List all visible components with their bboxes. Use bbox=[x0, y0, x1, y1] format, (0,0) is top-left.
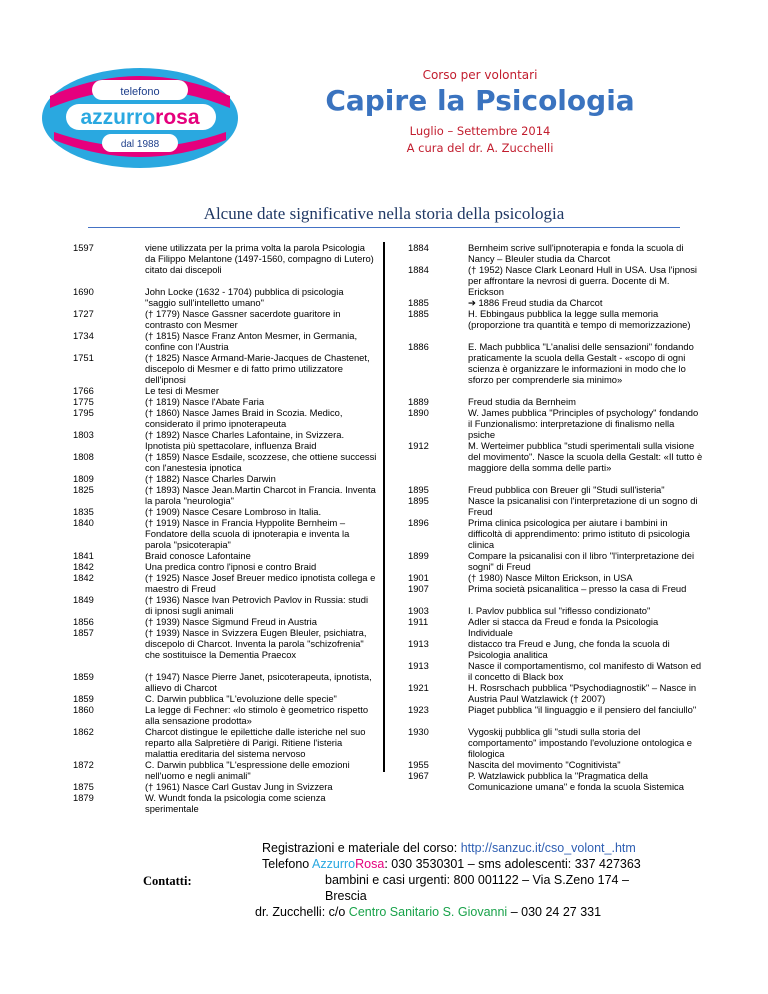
medical-center-name: Centro Sanitario S. Giovanni bbox=[348, 905, 508, 919]
timeline-event: Le tesi di Mesmer bbox=[145, 385, 219, 396]
timeline-event: I. Pavlov pubblica sul "riflesso condizionato" bbox=[468, 605, 651, 616]
timeline-year: 1890 bbox=[408, 407, 429, 418]
timeline-row bbox=[408, 342, 703, 397]
timeline-year: 1886 bbox=[408, 341, 429, 352]
timeline-event: († 1919) Nasce in Francia Hyppolite Bernheim – Fondatore della scuola di ipnoterapia e inventa la parola "psicoterapia" bbox=[145, 517, 350, 550]
timeline-row bbox=[73, 760, 377, 782]
timeline-row bbox=[408, 584, 703, 606]
doctor-prefix: dr. Zucchelli: c/o bbox=[255, 905, 349, 919]
timeline-row bbox=[73, 430, 377, 452]
timeline-event: Piaget pubblica "il linguaggio e il pensiero del fanciullo" bbox=[468, 704, 697, 715]
timeline-event: Vygoskij pubblica gli "studi sulla storia del comportamento" impostando l'evoluzione ontologica e filologica bbox=[468, 726, 693, 759]
timeline-event: Nascita del movimento "Cognitivista" bbox=[468, 759, 621, 770]
timeline-row bbox=[408, 551, 703, 573]
timeline-year: 1955 bbox=[408, 759, 429, 770]
timeline-row bbox=[408, 617, 703, 639]
timeline-event: Adler si stacca da Freud e fonda la Psicologia Individuale bbox=[468, 616, 659, 638]
timeline-row bbox=[73, 408, 377, 430]
timeline-year: 1857 bbox=[73, 627, 94, 638]
logo-line3: dal 1988 bbox=[120, 139, 160, 150]
timeline-year: 1841 bbox=[73, 550, 94, 561]
timeline-year: 1842 bbox=[73, 561, 94, 572]
timeline-event: Compare la psicanalisi con il libro "l'interpretazione dei sogni" di Freud bbox=[468, 550, 695, 572]
timeline-event: († 1909) Nasce Cesare Lombroso in Italia. bbox=[145, 506, 322, 517]
timeline-event: John Locke (1632 - 1704) pubblica di psicologia "saggio sull'intelletto umano" bbox=[145, 286, 344, 308]
timeline-event: Charcot distingue le epilettiche dalle isteriche nel suo reparto alla Salpretière di Parigi. Ritiene l'isteria malattia ereditaria del sistema nervoso bbox=[145, 726, 366, 759]
timeline-left bbox=[73, 243, 377, 815]
urgent-line: bambini e casi urgenti: 800 001122 – Via S.Zeno 174 – bbox=[325, 873, 629, 887]
timeline-event: († 1819) Nasce l'Abate Faria bbox=[145, 396, 265, 407]
telefono-azzurro-rosa-logo bbox=[40, 66, 240, 170]
timeline-row bbox=[73, 727, 377, 760]
course-curator: A cura del dr. A. Zucchelli bbox=[406, 141, 554, 155]
timeline-event: Freud pubblica con Breuer gli "Studi sull'isteria" bbox=[468, 484, 665, 495]
timeline-event: La legge di Fechner: «lo stimolo è geometrico rispetto alla sensazione prodotta» bbox=[145, 704, 369, 726]
course-title: Capire la Psicologia bbox=[325, 84, 635, 117]
timeline-row bbox=[73, 573, 377, 595]
timeline-event: († 1882) Nasce Charles Darwin bbox=[145, 473, 276, 484]
timeline-event: († 1947) Nasce Pierre Janet, psicoterapeuta, ipnotista, allievo di Charcot bbox=[145, 671, 372, 693]
timeline-row bbox=[408, 496, 703, 518]
timeline-row bbox=[408, 771, 703, 804]
timeline-year: 1835 bbox=[73, 506, 94, 517]
timeline-row bbox=[73, 518, 377, 551]
timeline-row bbox=[408, 705, 703, 727]
column-divider bbox=[383, 242, 385, 772]
timeline-year: 1849 bbox=[73, 594, 94, 605]
timeline-event: († 1892) Nasce Charles Lafontaine, in Svizzera. Ipnotista più spettacolare, influenza Braid bbox=[145, 429, 345, 451]
timeline-row bbox=[73, 672, 377, 694]
timeline-event: H. Rosrschach pubblica "Psychodiagnostik" – Nasce in Austria Paul Watzlawick († 2007) bbox=[468, 682, 697, 704]
timeline-row bbox=[408, 727, 703, 760]
timeline-year: 1895 bbox=[408, 495, 429, 506]
timeline-event: († 1939) Nasce in Svizzera Eugen Bleuler, psichiatra, discepolo di Charcot. Inventa la parola "schizofrenia" che sostituisce la Dementia Praecox bbox=[145, 627, 367, 660]
timeline-event: P. Watzlawick pubblica la "Pragmatica della Comunicazione umana" e fonda la scuola Sistemica bbox=[468, 770, 684, 792]
timeline-row bbox=[408, 518, 703, 551]
phone-numbers: : 030 3530301 – sms adolescenti: 337 427363 bbox=[384, 857, 641, 871]
timeline-row bbox=[408, 639, 703, 661]
timeline-row bbox=[73, 485, 377, 507]
timeline-year: 1825 bbox=[73, 484, 94, 495]
timeline-event: († 1961) Nasce Carl Gustav Jung in Svizzera bbox=[145, 781, 333, 792]
timeline-row bbox=[408, 309, 703, 342]
timeline-event: († 1936) Nasce Ivan Petrovich Pavlov in Russia: studi di ipnosi sugli animali bbox=[145, 594, 369, 616]
timeline-year: 1875 bbox=[73, 781, 94, 792]
timeline-year: 1859 bbox=[73, 671, 94, 682]
timeline-year: 1809 bbox=[73, 473, 94, 484]
logo-line1: telefono bbox=[120, 86, 160, 98]
timeline-event: († 1893) Nasce Jean.Martin Charcot in Francia. Inventa la parola "neurologia" bbox=[145, 484, 376, 506]
timeline-event: († 1980) Nasce Milton Erickson, in USA bbox=[468, 572, 633, 583]
timeline-year: 1872 bbox=[73, 759, 94, 770]
title-underline bbox=[88, 227, 680, 228]
timeline-year: 1879 bbox=[73, 792, 94, 803]
timeline-year: 1889 bbox=[408, 396, 429, 407]
timeline-row bbox=[408, 441, 703, 485]
timeline-year: 1803 bbox=[73, 429, 94, 440]
timeline-event: C. Darwin pubblica "L'espressione delle emozioni nell'uomo e negli animali" bbox=[145, 759, 350, 781]
timeline-event: C. Darwin pubblica "L'evoluzione delle specie" bbox=[145, 693, 337, 704]
contacts-label: Contatti: bbox=[143, 874, 192, 888]
timeline-year: 1862 bbox=[73, 726, 94, 737]
timeline-row bbox=[73, 628, 377, 672]
phone-brand-azzurro: Azzurro bbox=[312, 857, 356, 871]
timeline-year: 1751 bbox=[73, 352, 94, 363]
timeline-event: Una predica contro l'ipnosi e contro Braid bbox=[145, 561, 317, 572]
timeline-event: († 1859) Nasce Esdaile, scozzese, che ottiene successi con l'anestesia ipnotica bbox=[145, 451, 377, 473]
registration-text: Registrazioni e materiale del corso: bbox=[262, 841, 461, 855]
timeline-event: († 1825) Nasce Armand-Marie-Jacques de Chastenet, discepolo di Mesmer e di fatto primo utilizzatore dell'ipnosi bbox=[145, 352, 370, 385]
section-title: Alcune date significative nella storia della psicologia bbox=[203, 204, 565, 223]
timeline-year: 1901 bbox=[408, 572, 429, 583]
timeline-event: E. Mach pubblica "L'analisi delle sensazioni" fondando praticamente la scuola della Gestalt - «scopo di ogni scienza è organizzare le informazioni in modo che lo sforzo per comprenderle sia minimo» bbox=[468, 341, 694, 385]
timeline-row bbox=[73, 331, 377, 353]
timeline-event: († 1952) Nasce Clark Leonard Hull in USA. Usa l'ipnosi per affrontare la nevrosi di guerra. Docente di M. Erickson bbox=[468, 264, 697, 297]
timeline-year: 1860 bbox=[73, 704, 94, 715]
timeline-event: († 1860) Nasce James Braid in Scozia. Medico, considerato il primo ipnoterapeuta bbox=[145, 407, 343, 429]
timeline-row bbox=[73, 452, 377, 474]
timeline-row bbox=[408, 661, 703, 683]
timeline-year: 1766 bbox=[73, 385, 94, 396]
timeline-year: 1840 bbox=[73, 517, 94, 528]
timeline-event: viene utilizzata per la prima volta la parola Psicologia da Filippo Melantone (1497-1560, compagno di Lutero) citato dai discepoli bbox=[145, 242, 374, 275]
timeline-year: 1734 bbox=[73, 330, 94, 341]
timeline-year: 1913 bbox=[408, 660, 429, 671]
timeline-row bbox=[408, 265, 703, 298]
timeline-event: († 1925) Nasce Josef Breuer medico ipnotista collega e maestro di Freud bbox=[145, 572, 376, 594]
timeline-year: 1967 bbox=[408, 770, 429, 781]
city-line: Brescia bbox=[325, 889, 367, 903]
doctor-line bbox=[255, 904, 735, 920]
timeline-year: 1899 bbox=[408, 550, 429, 561]
phone-brand-rosa: Rosa bbox=[355, 857, 385, 871]
timeline-year: 1912 bbox=[408, 440, 429, 451]
timeline-row bbox=[408, 683, 703, 705]
timeline-year: 1884 bbox=[408, 264, 429, 275]
course-dates: Luglio – Settembre 2014 bbox=[409, 124, 551, 138]
timeline-year: 1896 bbox=[408, 517, 429, 528]
timeline-row bbox=[73, 243, 377, 287]
timeline-year: 1885 bbox=[408, 308, 429, 319]
timeline-event: († 1939) Nasce Sigmund Freud in Austria bbox=[145, 616, 317, 627]
doctor-phone: – 030 24 27 331 bbox=[507, 905, 602, 919]
timeline-year: 1930 bbox=[408, 726, 429, 737]
logo-graphic bbox=[40, 66, 240, 170]
timeline-event: Bernheim scrive sull'ipnoterapia e fonda la scuola di Nancy – Bleuler studia da Charcot bbox=[468, 242, 684, 264]
timeline-row bbox=[73, 705, 377, 727]
timeline-year: 1597 bbox=[73, 242, 94, 253]
registration-line bbox=[262, 840, 732, 856]
timeline-year: 1885 bbox=[408, 297, 429, 308]
timeline-event: Prima clinica psicologica per aiutare i bambini in difficoltà di apprendimento: primo istituto di psicologia clinica bbox=[468, 517, 690, 550]
logo-line2: azzurrorosa bbox=[80, 106, 200, 129]
timeline-event: Nasce il comportamentismo, col manifesto di Watson ed il concetto di Black box bbox=[468, 660, 702, 682]
timeline-event: W. James pubblica "Principles of psychology" fondando il Funzionalismo: interpretazione di finalismo nella psiche bbox=[468, 407, 699, 440]
timeline-right bbox=[408, 243, 703, 804]
timeline-event: († 1779) Nasce Gassner sacerdote guaritore in contrasto con Mesmer bbox=[145, 308, 341, 330]
timeline-year: 1895 bbox=[408, 484, 429, 495]
timeline-row bbox=[408, 408, 703, 441]
course-link[interactable]: http://sanzuc.it/cso_volont_.htm bbox=[460, 841, 636, 855]
timeline-event: Braid conosce Lafontaine bbox=[145, 550, 251, 561]
timeline-event: Prima società psicanalitica – presso la casa di Freud bbox=[468, 583, 687, 594]
timeline-row bbox=[73, 287, 377, 309]
timeline-row bbox=[73, 595, 377, 617]
timeline-year: 1808 bbox=[73, 451, 94, 462]
timeline-event: W. Wundt fonda la psicologia come scienza sperimentale bbox=[145, 792, 326, 814]
timeline-year: 1727 bbox=[73, 308, 94, 319]
timeline-row bbox=[73, 309, 377, 331]
course-label: Corso per volontari bbox=[422, 68, 538, 82]
timeline-year: 1911 bbox=[408, 616, 429, 627]
timeline-year: 1903 bbox=[408, 605, 429, 616]
phone-line bbox=[262, 856, 732, 872]
timeline-event: († 1815) Nasce Franz Anton Mesmer, in Germania, confine con l'Austria bbox=[145, 330, 358, 352]
timeline-event: Freud studia da Bernheim bbox=[468, 396, 576, 407]
timeline-year: 1907 bbox=[408, 583, 429, 594]
timeline-event: M. Werteimer pubblica "studi sperimentali sulla visione del movimento". Nasce la scuola della Gestalt: «Il tutto è maggiore della somma delle parti» bbox=[468, 440, 703, 473]
timeline-year: 1775 bbox=[73, 396, 94, 407]
timeline-row bbox=[73, 793, 377, 815]
timeline-year: 1842 bbox=[73, 572, 94, 583]
timeline-year: 1884 bbox=[408, 242, 429, 253]
timeline-row bbox=[408, 243, 703, 265]
timeline-year: 1795 bbox=[73, 407, 94, 418]
timeline-year: 1859 bbox=[73, 693, 94, 704]
timeline-event: ➔ 1886 Freud studia da Charcot bbox=[468, 297, 603, 308]
phone-prefix: Telefono bbox=[262, 857, 313, 871]
timeline-year: 1913 bbox=[408, 638, 429, 649]
timeline-event: distacco tra Freud e Jung, che fonda la scuola di Psicologia analitica bbox=[468, 638, 670, 660]
timeline-year: 1923 bbox=[408, 704, 429, 715]
timeline-event: Nasce la psicanalisi con l'interpretazione di un sogno di Freud bbox=[468, 495, 698, 517]
timeline-event: H. Ebbingaus pubblica la legge sulla memoria (proporzione tra quantità e tempo di memorizzazione) bbox=[468, 308, 691, 330]
timeline-year: 1690 bbox=[73, 286, 94, 297]
timeline-row bbox=[73, 353, 377, 386]
timeline-year: 1921 bbox=[408, 682, 429, 693]
timeline-year: 1856 bbox=[73, 616, 94, 627]
